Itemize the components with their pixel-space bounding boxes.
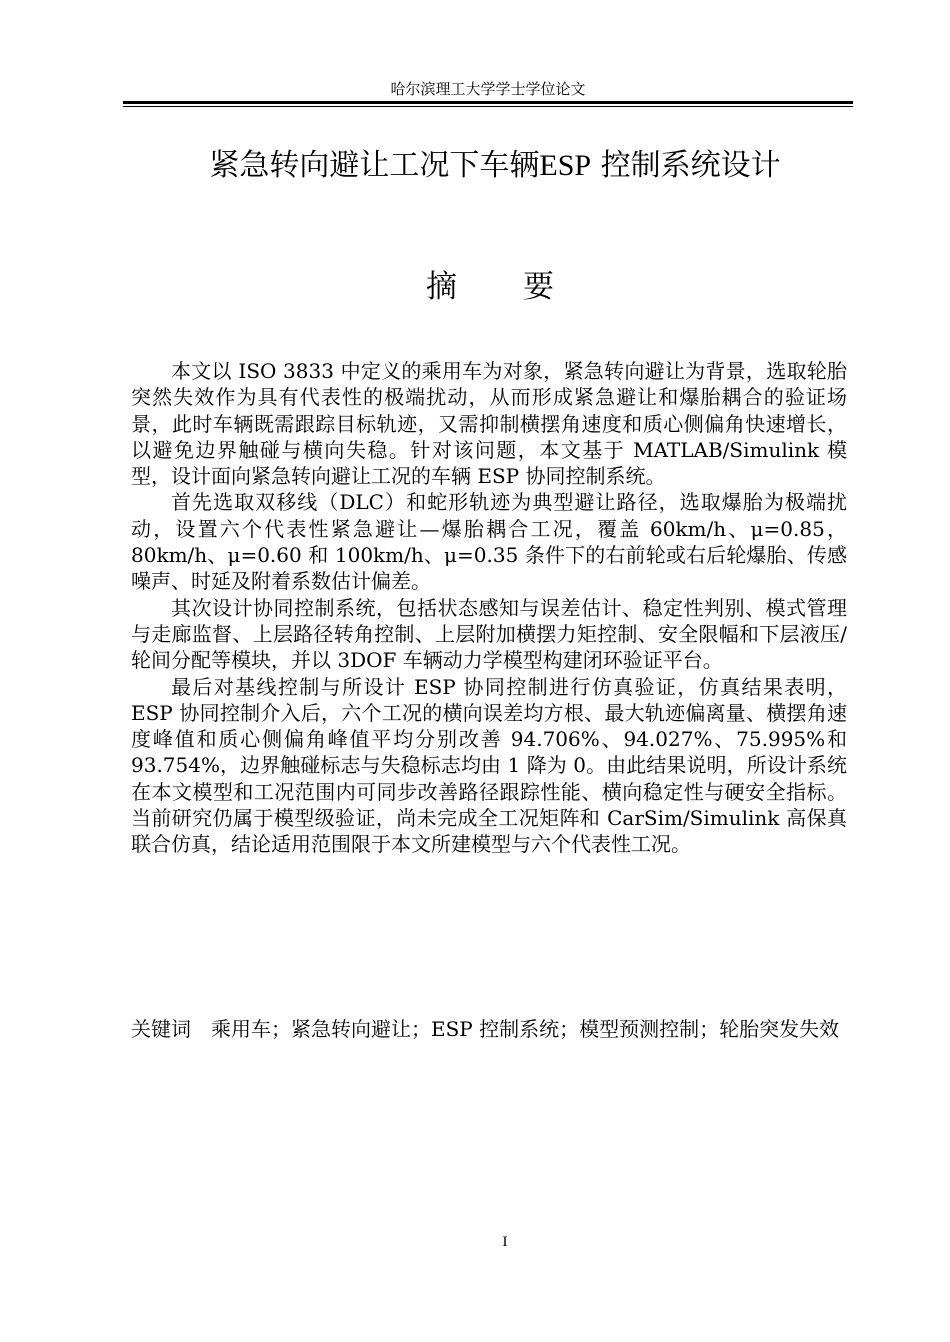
title-latin: ESP [539,149,592,182]
abstract-body [131,358,847,858]
thesis-title [100,140,890,184]
keywords-text: 乘用车；紧急转向避让；ESP 控制系统；模型预测控制；轮胎突发失效 [211,1017,840,1041]
title-part-1: 紧急转向避让工况下车辆 [209,148,540,183]
keywords-label: 关键词 [131,1017,191,1041]
abstract-paragraph-2: 首先选取双移线（DLC）和蛇形轨迹为典型避让路径，选取爆胎为极端扰动，设置六个代表性紧急避让—爆胎耦合工况，覆盖 60km/h、μ=0.85，80km/h、μ=0.60 和 100km/h、μ=0.35 条件下的右前轮或右后轮爆胎、传感噪声、时延及附着系数估计偏差。 [131,490,847,594]
abstract-heading-char-1: 摘 [426,269,457,305]
header-rule-thin [123,106,853,107]
header-rule-thick [123,101,853,104]
abstract-paragraph-4: 最后对基线控制与所设计 ESP 协同控制进行仿真验证，仿真结果表明，ESP 协同控制介入后，六个工况的横向误差均方根、最大轨迹偏离量、横摆角速度峰值和质心侧偏角峰值平均分别改善 94.706%、94.027%、75.995%和 93.754%，边界触碰标志与失稳标志均由 1 降为 0。由此结果说明，所设计系统在本文模型和工况范围内可同步改善路径跟踪性能、横向稳定性与硬安全指标。当前研究仍属于模型级验证，尚未完成全工况矩阵和 CarSim/Simulink 高保真联合仿真，结论适用范围限于本文所建模型与六个代表性工况。 [131,674,847,857]
title-part-2: 控制系统设计 [591,148,781,183]
abstract-heading [0,261,950,306]
abstract-paragraph-3: 其次设计协同控制系统，包括状态感知与误差估计、稳定性判别、模式管理与走廊监督、上层路径转角控制、上层附加横摆力矩控制、安全限幅和下层液压/轮间分配等模块，并以 3DOF 车辆动力学模型构建闭环验证平台。 [131,595,847,673]
running-header: 哈尔滨理工大学学士学位论文 [390,80,586,98]
abstract-heading-char-2: 要 [523,269,554,305]
keywords [131,1016,847,1042]
page-number: I [502,1234,508,1250]
abstract-paragraph-1: 本文以 ISO 3833 中定义的乘用车为对象，紧急转向避让为背景，选取轮胎突然失效作为具有代表性的极端扰动，从而形成紧急避让和爆胎耦合的验证场景，此时车辆既需跟踪目标轨迹，又需抑制横摆角速度和质心侧偏角快速增长，以避免边界触碰与横向失稳。针对该问题，本文基于 MATLAB/Simulink 模型，设计面向紧急转向避让工况的车辆 ESP 协同控制系统。 [131,359,847,489]
